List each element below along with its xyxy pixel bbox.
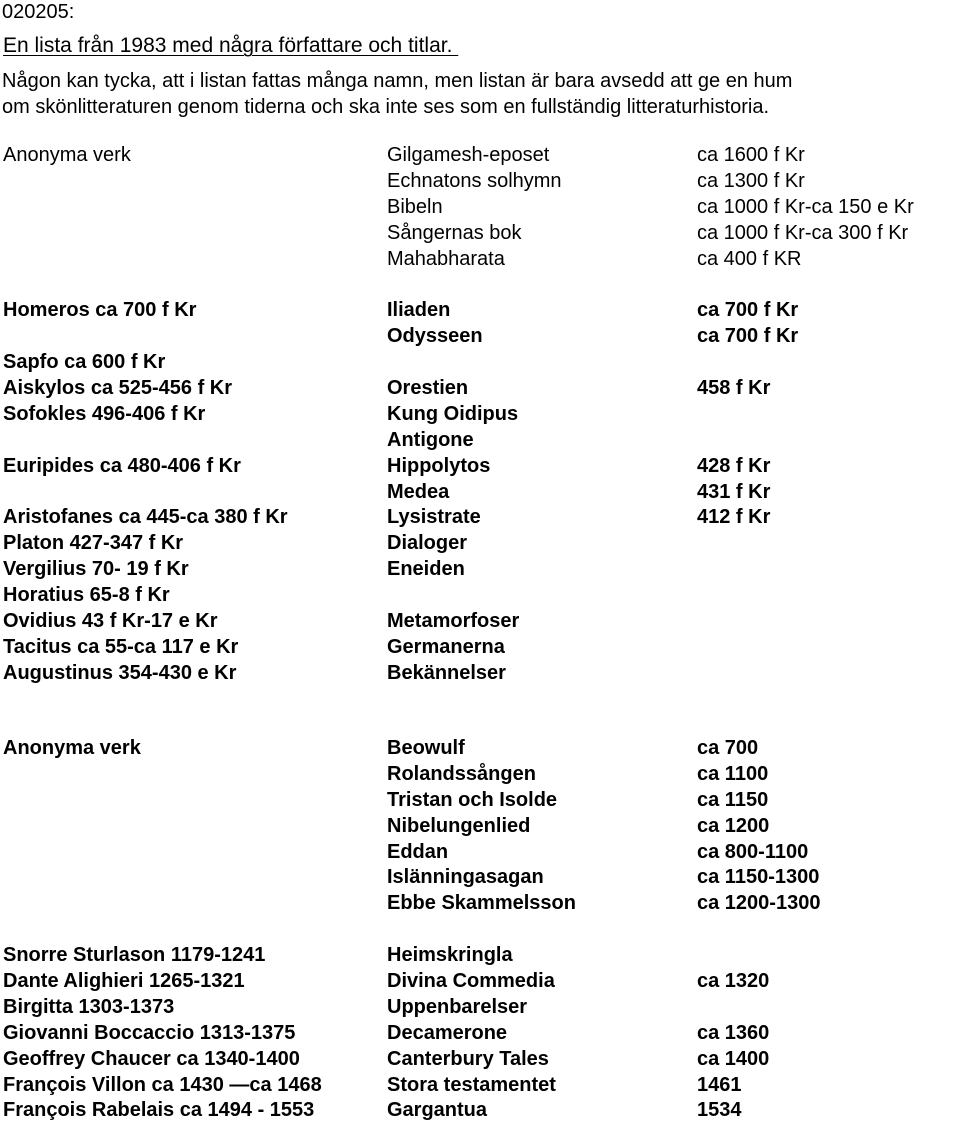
- title-cell: Canterbury Tales: [387, 1047, 549, 1070]
- author-cell: Birgitta 1303-1373: [3, 995, 175, 1018]
- list-row: [0, 1073, 960, 1099]
- date-cell: ca 1400: [697, 1047, 770, 1070]
- list-row: [0, 891, 960, 917]
- date-cell: ca 1320: [697, 970, 770, 993]
- author-cell: Giovanni Boccaccio 1313-1375: [3, 1021, 296, 1044]
- list-row: [0, 324, 960, 350]
- title-cell: Eddan: [387, 840, 449, 863]
- author-cell: Homeros ca 700 f Kr: [3, 299, 197, 322]
- title-cell: Gargantua: [387, 1099, 488, 1122]
- title-cell: Uppenbarelser: [387, 995, 528, 1018]
- list-row: [0, 583, 960, 609]
- title-cell: Tristan och Isolde: [387, 788, 558, 811]
- title-cell: Eneiden: [387, 558, 465, 581]
- date-cell: ca 400 f KR: [697, 247, 802, 270]
- list-row: [0, 609, 960, 635]
- list-row: [0, 376, 960, 402]
- author-cell: Sapfo ca 600 f Kr: [3, 351, 166, 374]
- title-cell: Dialoger: [387, 532, 468, 555]
- author-cell: Platon 427-347 f Kr: [3, 532, 184, 555]
- list-row: [0, 428, 960, 454]
- list-row: [0, 788, 960, 814]
- title-cell: Orestien: [387, 377, 469, 400]
- title-cell: Bibeln: [387, 195, 443, 218]
- title-cell: Decamerone: [387, 1021, 508, 1044]
- list-row: [0, 865, 960, 891]
- date-cell: ca 800-1100: [697, 840, 809, 863]
- date-cell: ca 1000 f Kr-ca 300 f Kr: [697, 221, 909, 244]
- date-cell: ca 700: [697, 737, 759, 759]
- title-cell: Gilgamesh-eposet: [387, 144, 550, 166]
- author-cell: Anonyma verk: [3, 144, 131, 166]
- title-cell: Antigone: [387, 428, 474, 451]
- list-row: [0, 169, 960, 195]
- list-row: [0, 661, 960, 687]
- author-cell: Dante Alighieri 1265-1321: [3, 970, 245, 993]
- title-cell: Nibelungenlied: [387, 814, 531, 837]
- list-row: [0, 402, 960, 428]
- title-cell: Germanerna: [387, 635, 505, 658]
- list-row: [0, 1047, 960, 1073]
- list-row: [0, 505, 960, 531]
- title-cell: Mahabharata: [387, 247, 505, 270]
- title-cell: Islänningasagan: [387, 866, 544, 889]
- date-cell: ca 1200-1300: [697, 892, 821, 915]
- author-cell: Aiskylos ca 525-456 f Kr: [3, 377, 233, 400]
- list-row: [0, 195, 960, 221]
- list-row: [0, 272, 960, 298]
- author-cell: Snorre Sturlason 1179-1241: [3, 944, 266, 967]
- list-row: [0, 814, 960, 840]
- title-cell: Stora testamentet: [387, 1073, 556, 1096]
- author-cell: Ovidius 43 f Kr-17 e Kr: [3, 610, 218, 633]
- list-row: [0, 143, 960, 169]
- title-cell: Kung Oidipus: [387, 402, 519, 425]
- author-cell: Horatius 65-8 f Kr: [3, 584, 170, 607]
- date-cell: 412 f Kr: [697, 506, 771, 529]
- date-cell: ca 1150: [697, 788, 769, 811]
- intro-text-line-1: Någon kan tycka, att i listan fattas många namn, men listan är bara avsedd att ge en hum: [2, 70, 793, 92]
- title-cell: Heimskringla: [387, 944, 513, 967]
- author-cell: Geoffrey Chaucer ca 1340-1400: [3, 1047, 300, 1070]
- middle-ages-list: [0, 736, 960, 1124]
- date-cell: 1461: [697, 1073, 742, 1096]
- date-cell: ca 1360: [697, 1021, 770, 1044]
- date-cell: ca 1000 f Kr-ca 150 e Kr: [697, 195, 914, 218]
- list-row: [0, 635, 960, 661]
- title-cell: Medea: [387, 480, 450, 503]
- date-cell: ca 700 f Kr: [697, 299, 799, 322]
- author-cell: Augustinus 354-430 e Kr: [3, 661, 237, 684]
- title-cell: Metamorfoser: [387, 610, 520, 633]
- date-cell: ca 1150-1300: [697, 866, 820, 889]
- list-row: [0, 557, 960, 583]
- author-cell: Vergilius 70- 19 f Kr: [3, 558, 189, 581]
- date-cell: 458 f Kr: [697, 377, 771, 400]
- title-cell: Hippolytos: [387, 454, 491, 477]
- date-cell: 1534: [697, 1099, 742, 1122]
- title-cell: Divina Commedia: [387, 970, 555, 993]
- list-row: [0, 221, 960, 247]
- list-row: [0, 247, 960, 273]
- list-row: [0, 917, 960, 943]
- title-cell: Bekännelser: [387, 661, 506, 684]
- list-row: [0, 298, 960, 324]
- author-cell: Sofokles 496-406 f Kr: [3, 402, 206, 425]
- title-cell: Beowulf: [387, 737, 465, 759]
- date-cell: ca 700 f Kr: [697, 325, 799, 348]
- title-cell: Odysseen: [387, 325, 483, 348]
- author-cell: Tacitus ca 55-ca 117 e Kr: [3, 635, 239, 658]
- title-cell: Ebbe Skammelsson: [387, 892, 576, 915]
- date-cell: ca 1100: [697, 762, 769, 785]
- title-cell: Iliaden: [387, 299, 451, 322]
- author-cell: François Rabelais ca 1494 - 1553: [3, 1099, 315, 1122]
- antiquity-list: [0, 143, 960, 687]
- list-row: [0, 736, 960, 762]
- list-row: [0, 454, 960, 480]
- list-row: [0, 762, 960, 788]
- document-title: En lista från 1983 med några författare och titlar.: [3, 34, 459, 57]
- list-row: [0, 1021, 960, 1047]
- author-cell: François Villon ca 1430 —ca 1468: [3, 1073, 322, 1096]
- list-row: [0, 969, 960, 995]
- date-cell: 431 f Kr: [697, 480, 771, 503]
- title-cell: Lysistrate: [387, 506, 481, 529]
- list-row: [0, 1098, 960, 1124]
- list-row: [0, 350, 960, 376]
- list-row: [0, 995, 960, 1021]
- date-cell: 428 f Kr: [697, 454, 771, 477]
- list-row: [0, 840, 960, 866]
- list-row: [0, 480, 960, 506]
- author-cell: Aristofanes ca 445-ca 380 f Kr: [3, 506, 288, 529]
- author-cell: Anonyma verk: [3, 737, 141, 759]
- author-cell: Euripides ca 480-406 f Kr: [3, 454, 241, 477]
- date-cell: ca 1300 f Kr: [697, 169, 805, 192]
- date-cell: ca 1200: [697, 814, 770, 837]
- document-id: 020205:: [2, 1, 75, 23]
- list-row: [0, 531, 960, 557]
- title-cell: Rolandssången: [387, 762, 536, 785]
- title-cell: Sångernas bok: [387, 221, 522, 244]
- title-cell: Echnatons solhymn: [387, 169, 562, 192]
- intro-text-line-2: om skönlitteraturen genom tiderna och ska inte ses som en fullständig litteraturhistoria.: [2, 96, 770, 118]
- date-cell: ca 1600 f Kr: [697, 144, 805, 166]
- list-row: [0, 943, 960, 969]
